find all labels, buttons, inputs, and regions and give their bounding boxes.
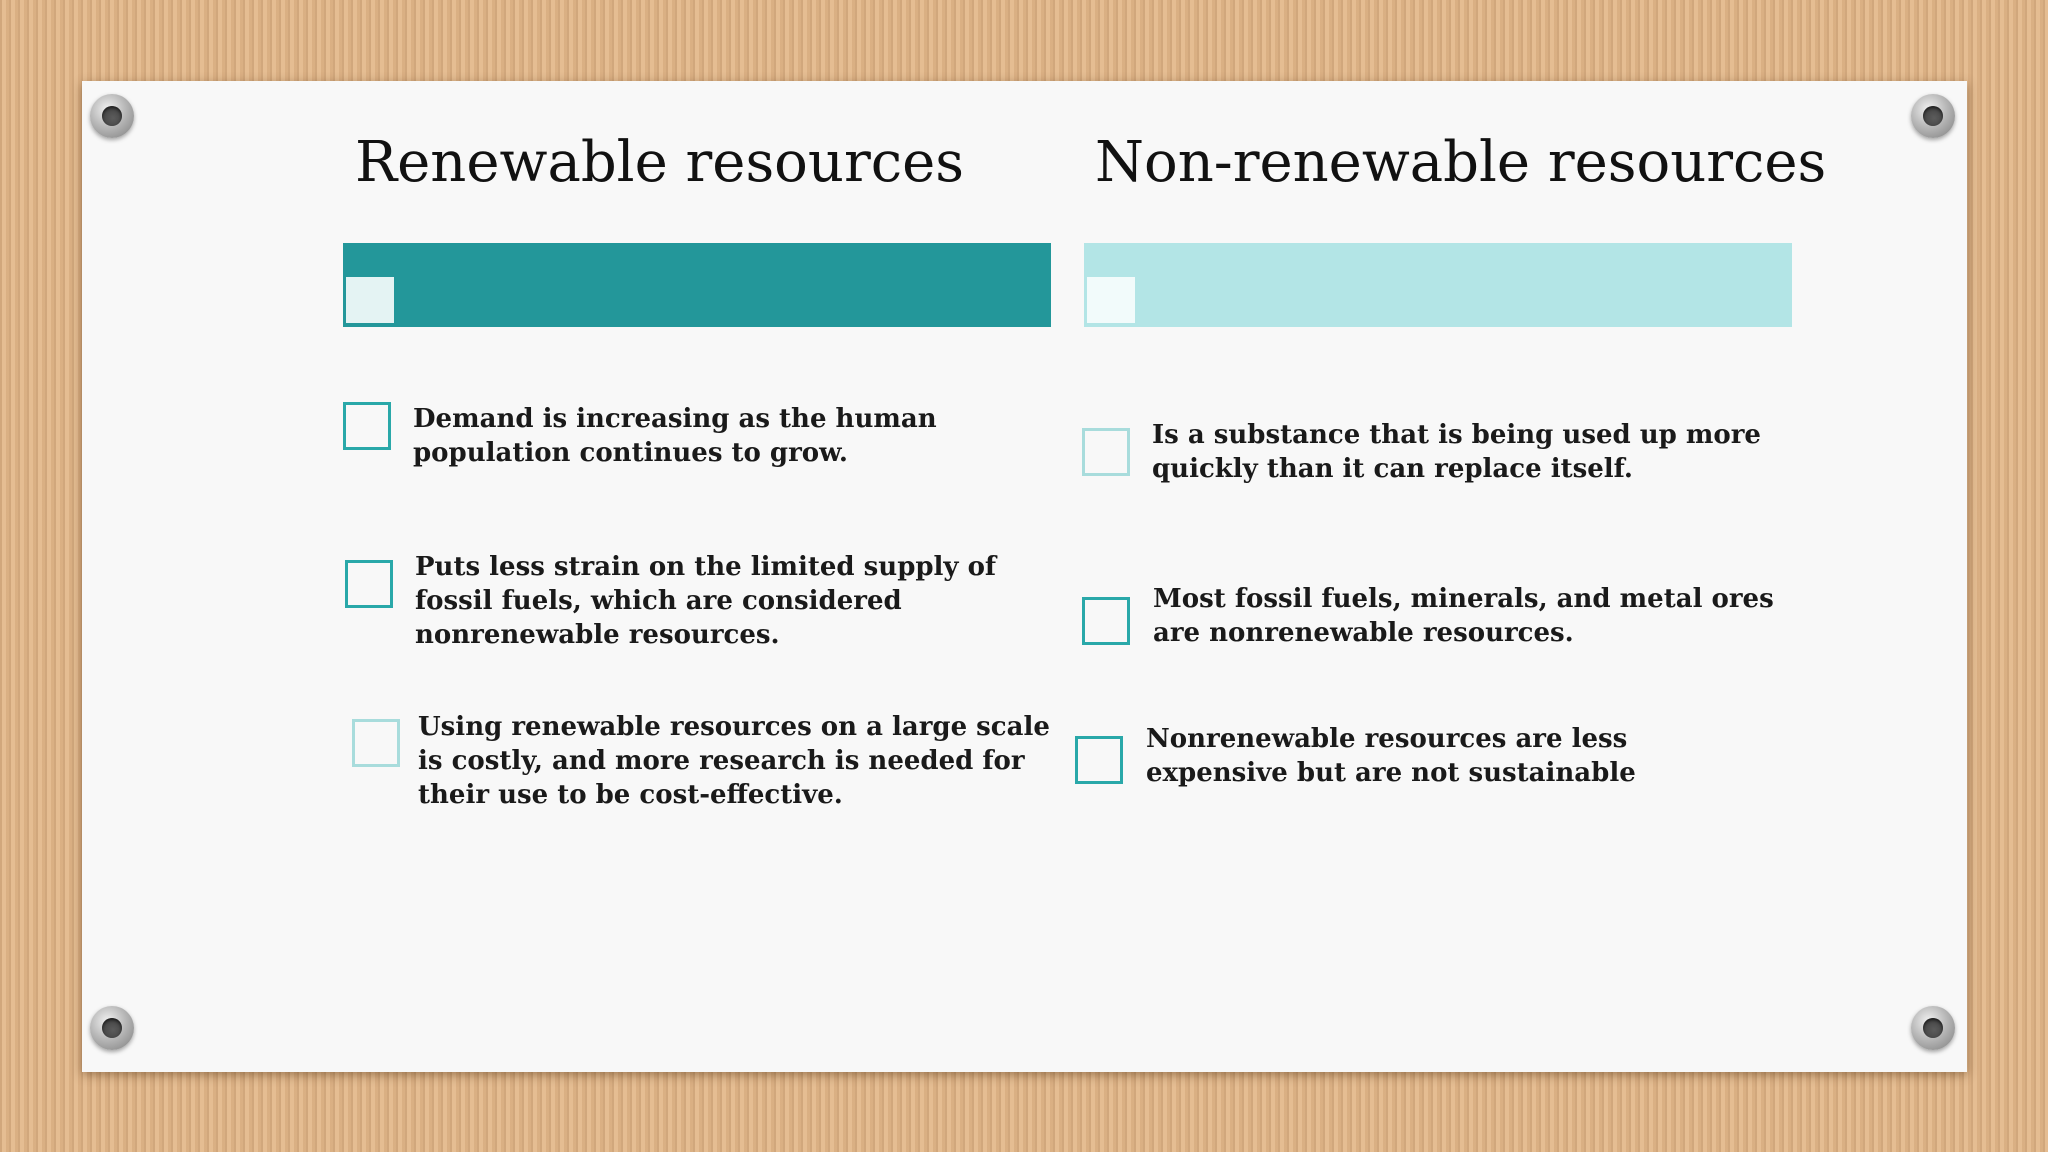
- renewable-heading: Renewable resources: [355, 130, 964, 195]
- renewable-item-1-text: Demand is increasing as the human population continues to grow.: [413, 404, 937, 468]
- nonrenewable-heading: Non-renewable resources: [1095, 130, 1827, 195]
- nonrenewable-item-1-text: Is a substance that is being used up more quickly than it can replace itself.: [1152, 420, 1761, 484]
- checkbox-icon[interactable]: [1082, 597, 1130, 645]
- checkbox-icon[interactable]: [1082, 428, 1130, 476]
- nonrenewable-item-2-text: Most fossil fuels, minerals, and metal ores are nonrenewable resources.: [1153, 584, 1774, 648]
- nonrenewable-header-band: [1084, 243, 1792, 327]
- renewable-item-2-text: Puts less strain on the limited supply of fossil fuels, which are considered nonrenewable resources.: [415, 552, 997, 650]
- grommet-bottom-right: [1911, 1006, 1955, 1050]
- checkbox-icon[interactable]: [345, 560, 393, 608]
- nonrenewable-item-3-text: Nonrenewable resources are less expensive but are not sustainable: [1146, 724, 1636, 788]
- checkbox-icon[interactable]: [352, 719, 400, 767]
- band-square-right: [1087, 277, 1135, 323]
- band-square-left: [346, 277, 394, 323]
- grommet-top-right: [1911, 94, 1955, 138]
- renewable-item-3-text: Using renewable resources on a large scale is costly, and more research is needed for their use to be cost-effective.: [418, 712, 1050, 810]
- grommet-top-left: [90, 94, 134, 138]
- checkbox-icon[interactable]: [343, 402, 391, 450]
- renewable-header-band: [343, 243, 1051, 327]
- grommet-bottom-left: [90, 1006, 134, 1050]
- checkbox-icon[interactable]: [1075, 736, 1123, 784]
